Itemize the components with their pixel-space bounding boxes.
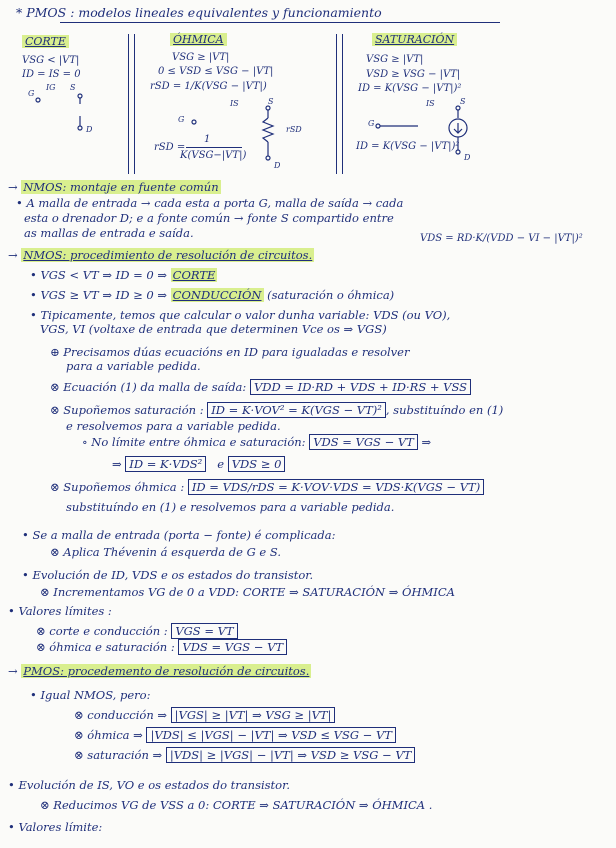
nmos-proc-limite-arrow: ⇒ <box>421 435 432 449</box>
nmos-fuente-line-3: as mallas de entrada e saída. <box>24 226 194 240</box>
nmos-proc-limite-id-box: ID = K·VDS² <box>125 456 206 472</box>
ohmica-rsd-eq-lhs: rSD = <box>154 142 186 153</box>
nmos-proc-evolucion: • Evolución de ID, VDS e os estados do transistor. <box>22 568 314 582</box>
pmos-proc-conduccion <box>74 708 335 722</box>
nmos-proc-corte <box>30 268 217 282</box>
saturacion-id-eq: ID = K(VSG − |VT|)² <box>356 141 460 152</box>
ohmica-s-label: S <box>268 97 274 106</box>
pmos-proc-heading: → PMOS: procedemento de resolución de circuitos. <box>8 664 310 678</box>
nmos-proc-corte-label: CORTE <box>172 268 216 282</box>
nmos-proc-ohmica-label: ⊗ Supoñemos óhmica : <box>50 480 185 494</box>
saturacion-s-label: S <box>460 97 466 106</box>
nmos-proc-ohmica-resolve: substituíndo en (1) e resolvemos para a variable pedida. <box>66 500 395 514</box>
nmos-proc-conduccion <box>30 288 394 302</box>
nmos-proc-limite-result <box>112 457 285 471</box>
nmos-proc-ohmica <box>50 480 484 494</box>
saturacion-circuit-diagram <box>356 96 506 166</box>
corte-circuit-diagram <box>24 82 114 142</box>
nmos-proc-precisamos-1: ⊕ Precisamos dúas ecuacións en ID para igualadas e resolver <box>50 345 410 359</box>
ohmica-rsd-denominator: K(VSG−|VT|) <box>180 150 247 161</box>
nmos-proc-limite-vds-box: VDS ≥ 0 <box>228 456 286 472</box>
corte-ig-label: IG <box>46 83 56 92</box>
ohmica-rsd-numerator: 1 <box>204 134 211 145</box>
column-divider-1b <box>134 34 135 174</box>
nmos-fuente-formula: VDS = RD·K/(VDD − VI − |VT|)² <box>420 233 583 244</box>
pmos-proc-heading-text: PMOS: procedemento de resolución de circuitos. <box>23 664 310 678</box>
nmos-proc-thevenin: ⊗ Aplica Thévenin á esquerda de G e S. <box>50 545 282 559</box>
corte-heading: CORTE <box>22 35 69 48</box>
corte-g-label: G <box>28 89 35 98</box>
nmos-proc-precisamos-2: para a variable pedida. <box>66 359 201 373</box>
corte-s-label: S <box>70 83 76 92</box>
saturacion-d-label: D <box>464 153 471 162</box>
ohmica-cond-2: 0 ≤ VSD ≤ VSG − |VT| <box>158 66 274 77</box>
pmos-proc-reducimos: ⊗ Reducimos VG de VSS a 0: CORTE ⇒ SATURACIÓN ⇒ ÓHMICA . <box>40 798 433 812</box>
nmos-proc-tipicamente-2: VGS, VI (voltaxe de entrada que determinen Vce os ⇒ VGS) <box>40 322 387 336</box>
nmos-proc-ohmica-saturacion-box: VDS = VGS − VT <box>178 639 287 655</box>
nmos-proc-tipicamente-1: • Tipicamente, temos que calcular o valor dunha variable: VDS (ou VO), <box>30 308 451 322</box>
nmos-proc-valores-limites: • Valores límites : <box>8 604 112 618</box>
column-divider-1 <box>128 34 129 174</box>
nmos-proc-saturacion-resolve: e resolvemos para a variable pedida. <box>66 419 281 433</box>
nmos-fuente-line-1: • A malla de entrada → cada esta a porta G, malla de saída → cada <box>16 196 404 210</box>
nmos-proc-corte-conduccion-box: VGS = VT <box>171 623 237 639</box>
ohmica-cond-1: VSG ≥ |VT| <box>172 52 230 63</box>
nmos-proc-saturacion-label: ⊗ Supoñemos saturación : <box>50 403 204 417</box>
nmos-fuente-line-2: esta o drenador D; e a fonte común → fonte S compartido entre <box>24 211 394 225</box>
nmos-proc-corte-cond: • VGS < VT ⇒ ID = 0 ⇒ <box>30 268 167 282</box>
nmos-fuente-heading: → NMOS: montaje en fuente común <box>8 180 219 194</box>
nmos-proc-ohmica-saturacion-label: ⊗ óhmica e saturación : <box>36 640 175 654</box>
corte-cond-2: ID = IS = 0 <box>22 69 81 80</box>
ohmica-d-label: D <box>274 161 281 170</box>
ohmica-cond-3: rSD = 1/K(VSG − |VT|) <box>150 81 267 92</box>
saturacion-is-label: IS <box>426 99 435 108</box>
nmos-proc-heading-text: NMOS: procedimiento de resolución de circuitos. <box>23 248 313 262</box>
nmos-proc-malla-complicada: • Se a malla de entrada (porta − fonte) é complicada: <box>22 528 336 542</box>
nmos-proc-saturacion <box>50 403 503 417</box>
pmos-proc-igual: • Igual NMOS, pero: <box>30 688 151 702</box>
ohmica-heading: ÓHMICA <box>170 33 227 46</box>
nmos-proc-conduccion-note: (saturación o óhmica) <box>267 288 395 302</box>
nmos-proc-incrementamos: ⊗ Incrementamos VG de 0 a VDD: CORTE ⇒ SATURACIÓN ⇒ ÓHMICA <box>40 585 455 599</box>
nmos-proc-ohmica-box: ID = VDS/rDS = K·VOV·VDS = VDS·K(VGS − VT) <box>188 479 484 495</box>
nmos-proc-corte-conduccion-label: ⊗ corte e conducción : <box>36 624 168 638</box>
nmos-proc-limite-box: VDS = VGS − VT <box>309 434 418 450</box>
nmos-proc-saturacion-sub: , substituíndo en (1) <box>385 403 504 417</box>
nmos-proc-conduccion-cond: • VGS ≥ VT ⇒ ID ≥ 0 ⇒ <box>30 288 167 302</box>
pmos-proc-saturacion <box>74 748 415 762</box>
nmos-proc-ohmica-saturacion <box>36 640 287 654</box>
page-title: * PMOS : modelos lineales equivalentes y funcionamiento <box>16 5 382 20</box>
pmos-proc-conduccion-box: |VGS| ≥ |VT| ⇒ VSG ≥ |VT| <box>171 707 336 723</box>
title-underline <box>60 22 500 23</box>
nmos-proc-corte-conduccion <box>36 624 238 638</box>
saturacion-heading: SATURACIÓN <box>372 33 457 46</box>
saturacion-cond-2: VSD ≥ VSG − |VT| <box>366 69 461 80</box>
nmos-fuente-heading-text: NMOS: montaje en fuente común <box>23 180 219 194</box>
pmos-proc-conduccion-label: ⊗ conducción ⇒ <box>74 708 168 722</box>
pmos-proc-evolucion: • Evolución de IS, VO e os estados do transistor. <box>8 778 290 792</box>
saturacion-g-label: G <box>368 119 375 128</box>
saturacion-cond-1: VSG ≥ |VT| <box>366 54 424 65</box>
pmos-proc-ohmica <box>74 728 396 742</box>
corte-cond-1: VSG < |VT| <box>22 55 80 66</box>
nmos-proc-limite-arrow-2: ⇒ <box>112 457 122 471</box>
pmos-proc-ohmica-box: |VDS| ≤ |VGS| − |VT| ⇒ VSD ≤ VSG − VT <box>146 727 395 743</box>
corte-d-label: D <box>86 125 93 134</box>
nmos-proc-limite-label: ∘ No límite entre óhmica e saturación: <box>82 435 306 449</box>
nmos-proc-heading: → NMOS: procedimiento de resolución de circuitos. <box>8 248 313 262</box>
nmos-proc-ecuacion <box>50 380 471 394</box>
pmos-proc-saturacion-label: ⊗ saturación ⇒ <box>74 748 163 762</box>
nmos-proc-conduccion-label: CONDUCCIÓN <box>172 288 262 302</box>
column-divider-2b <box>342 34 343 174</box>
nmos-proc-ecuacion-box: VDD = ID·RD + VDS + ID·RS + VSS <box>250 379 471 395</box>
ohmica-is-label: IS <box>230 99 239 108</box>
column-divider-2 <box>336 34 337 174</box>
nmos-proc-limite-and: e <box>217 457 225 471</box>
pmos-proc-saturacion-box: |VDS| ≥ |VGS| − |VT| ⇒ VSD ≥ VSG − VT <box>166 747 415 763</box>
saturacion-cond-3: ID = K(VSG − |VT|)² <box>358 83 462 94</box>
ohmica-g-label: G <box>178 115 185 124</box>
pmos-proc-ohmica-label: ⊗ óhmica ⇒ <box>74 728 143 742</box>
ohmica-fraction-bar <box>186 147 242 148</box>
ohmica-rsd-label: rSD <box>286 125 302 134</box>
nmos-proc-ecuacion-label: ⊗ Ecuación (1) da malla de saída: <box>50 380 247 394</box>
nmos-proc-saturacion-box: ID = K·VOV² = K(VGS − VT)² <box>207 402 386 418</box>
nmos-proc-limite <box>82 435 431 449</box>
pmos-proc-valores-limite: • Valores límite: <box>8 820 103 834</box>
